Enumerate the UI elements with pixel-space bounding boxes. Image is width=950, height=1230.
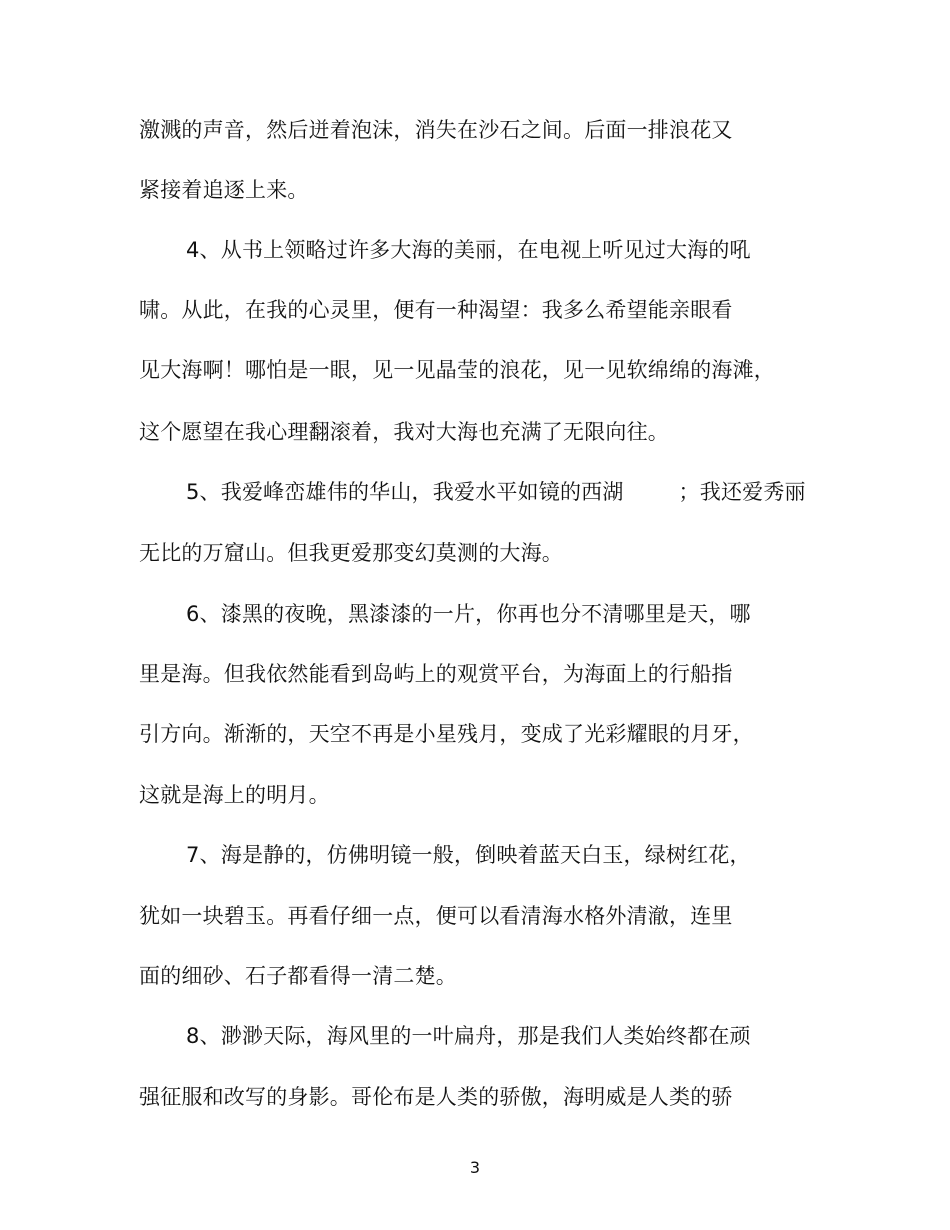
paragraph-4-line-2: 啸。从此，在我的心灵里，便有一种渴望：我多么希望能亲眼看 — [139, 298, 733, 322]
paragraph-7-line-3: 面的细砂、石子都看得一清二楚。 — [139, 964, 457, 988]
paragraph-7-line-2: 犹如一块碧玉。再看仔细一点，便可以看清海水格外清澈，连里 — [139, 904, 733, 928]
text-line-2: 紧接着追逐上来。 — [139, 178, 309, 202]
paragraph-6-line-4: 这就是海上的明月。 — [139, 783, 330, 807]
paragraph-4-line-3: 见大海啊！哪怕是一眼，见一见晶莹的浪花，见一见软绵绵的海滩， — [139, 358, 775, 382]
paragraph-8-line-2: 强征服和改写的身影。哥伦布是人类的骄傲，海明威是人类的骄 — [139, 1085, 733, 1109]
paragraph-5-line-1: 5、我爱峰峦雄伟的华山，我爱水平如镜的西湖 ；我还爱秀丽 — [186, 480, 806, 504]
paragraph-4-line-4: 这个愿望在我心理翻滚着，我对大海也充满了无限向往。 — [139, 420, 669, 444]
page-number: 3 — [469, 1158, 481, 1177]
text-line-1: 激溅的声音，然后迸着泡沫，消失在沙石之间。后面一排浪花又 — [139, 118, 733, 142]
paragraph-8-line-1: 8、渺渺天际，海风里的一叶扁舟，那是我们人类始终都在顽 — [186, 1024, 751, 1048]
paragraph-6-line-1: 6、漆黑的夜晚，黑漆漆的一片，你再也分不清哪里是天，哪 — [186, 602, 751, 626]
paragraph-4-line-1: 4、从书上领略过许多大海的美丽，在电视上听见过大海的吼 — [186, 238, 751, 262]
paragraph-6-line-2: 里是海。但我依然能看到岛屿上的观赏平台，为海面上的行船指 — [139, 662, 733, 686]
paragraph-6-line-3: 引方向。渐渐的，天空不再是小星残月，变成了光彩耀眼的月牙， — [139, 722, 754, 746]
paragraph-7-line-1: 7、海是静的，仿佛明镜一般，倒映着蓝天白玉，绿树红花， — [186, 843, 751, 867]
paragraph-5-line-2: 无比的万窟山。但我更爱那变幻莫测的大海。 — [139, 541, 563, 565]
